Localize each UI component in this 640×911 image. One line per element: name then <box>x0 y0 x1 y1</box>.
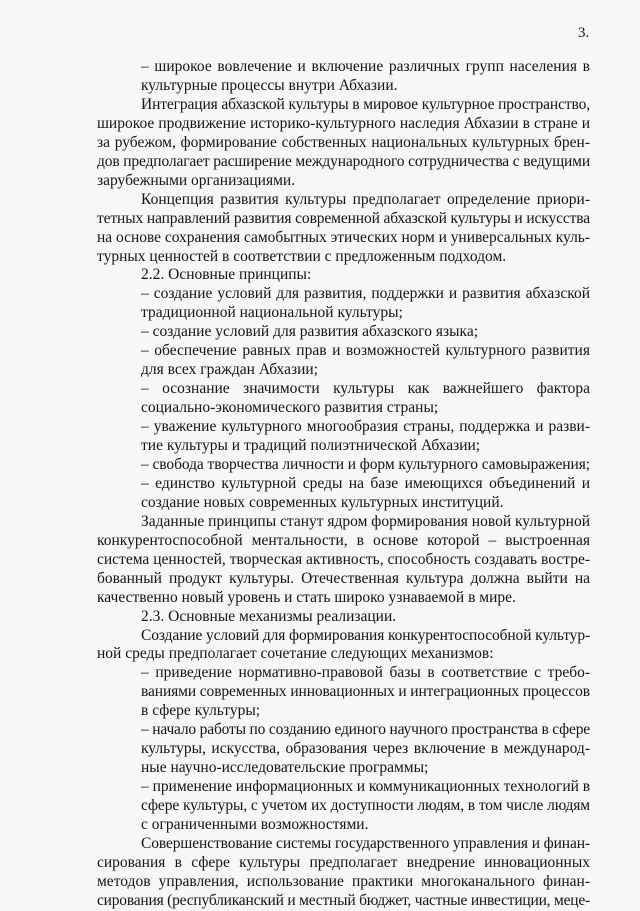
text-line: зарубежными организациями. <box>97 172 296 189</box>
text-line: Интеграция абхазской культуры в мировое культурное пространство, <box>141 96 590 113</box>
text-line: 2.3. Основные механизмы реализации. <box>141 608 397 625</box>
text-line: в сфере культуры; <box>141 702 261 719</box>
text-line: – осознание значимости культуры как важнейшего фактора <box>141 380 590 397</box>
text-line: Концепция развития культуры предполагает определение приори- <box>141 191 590 208</box>
text-line: – применение информационных и коммуникационных технологий в <box>141 778 590 795</box>
text-line: – обеспечение равных прав и возможностей культурного развития <box>141 342 590 359</box>
text-line: сфере культуры, с учетом их доступности людям, в том числе людям <box>141 797 590 814</box>
text-line: турных ценностей в соответствии с предложенным подходом. <box>97 248 507 265</box>
text-line: – начало работы по созданию единого научного пространства в сфере <box>141 721 590 738</box>
text-line: – приведение нормативно-правовой базы в соответствие с требо- <box>141 664 590 681</box>
text-line: с ограниченными возможностями. <box>141 816 369 833</box>
text-line: – уважение культурного многообразия страны, поддержка и разви- <box>141 418 590 435</box>
text-line: – единство культурной среды на базе имеющихся объединений и <box>141 475 590 492</box>
text-line: – свобода творчества личности и форм культурного самовыражения; <box>141 456 590 473</box>
text-line: культурные процессы внутри Абхазии. <box>141 77 398 94</box>
text-line: ные научно-исследовательские программы; <box>141 759 429 776</box>
text-line: широкое продвижение историко-культурного наследия Абхазии в стране и <box>97 115 590 132</box>
text-line: ной среды предполагает сочетание следующих механизмов: <box>97 645 494 662</box>
text-line: на основе сохранения самобытных этических норм и универсальных куль- <box>97 229 590 246</box>
text-line: традиционной национальной культуры; <box>141 304 403 321</box>
text-line: методов управления, использование практики многоканального финан- <box>97 873 590 890</box>
text-line: бованный продукт культуры. Отечественная культура должна выйти на <box>97 570 590 587</box>
text-line: сирования (республиканский и местный бюджет, частные инвестиции, меце- <box>97 892 590 909</box>
text-line: культуры, искусства, образования через включение в международ- <box>141 740 590 757</box>
text-line: за рубежом, формирование собственных национальных культурных брен- <box>97 134 590 151</box>
text-line: для всех граждан Абхазии; <box>141 361 319 378</box>
text-line: тетных направлений развития современной абхазской культуры и искусства <box>97 210 590 227</box>
text-line: система ценностей, творческая активность, способность создавать востре- <box>97 551 590 568</box>
text-line: Создание условий для формирования конкурентоспособной культур- <box>141 627 590 644</box>
text-line: дов предполагает расширение международного сотрудничества с ведущими <box>97 153 590 170</box>
text-line: – создание условий для развития, поддержки и развития абхазской <box>141 285 590 302</box>
text-line: сирования в сфере культуры предполагает внедрение инновационных <box>97 854 590 871</box>
text-line: создание новых современных культурных институций. <box>141 494 504 511</box>
text-line: – широкое вовлечение и включение различных групп населения в <box>141 58 590 75</box>
text-line: ваниями современных инновационных и интеграционных процессов <box>141 683 590 700</box>
text-line: конкурентоспособной ментальности, в основе которой – выстроенная <box>97 532 590 549</box>
text-line: 2.2. Основные принципы: <box>141 266 312 283</box>
text-line: качественно новый уровень и стать широко узнаваемой в мире. <box>97 589 516 606</box>
text-line: тие культуры и традиций полиэтнической Абхазии; <box>141 437 481 454</box>
text-line: Заданные принципы станут ядром формирования новой культурной <box>141 513 590 530</box>
text-line: социально-экономического развития страны; <box>141 399 439 416</box>
page-number: 3. <box>578 25 590 41</box>
text-line: – создание условий для развития абхазского языка; <box>141 323 479 340</box>
text-line: Совершенствование системы государственного управления и финан- <box>141 835 590 852</box>
